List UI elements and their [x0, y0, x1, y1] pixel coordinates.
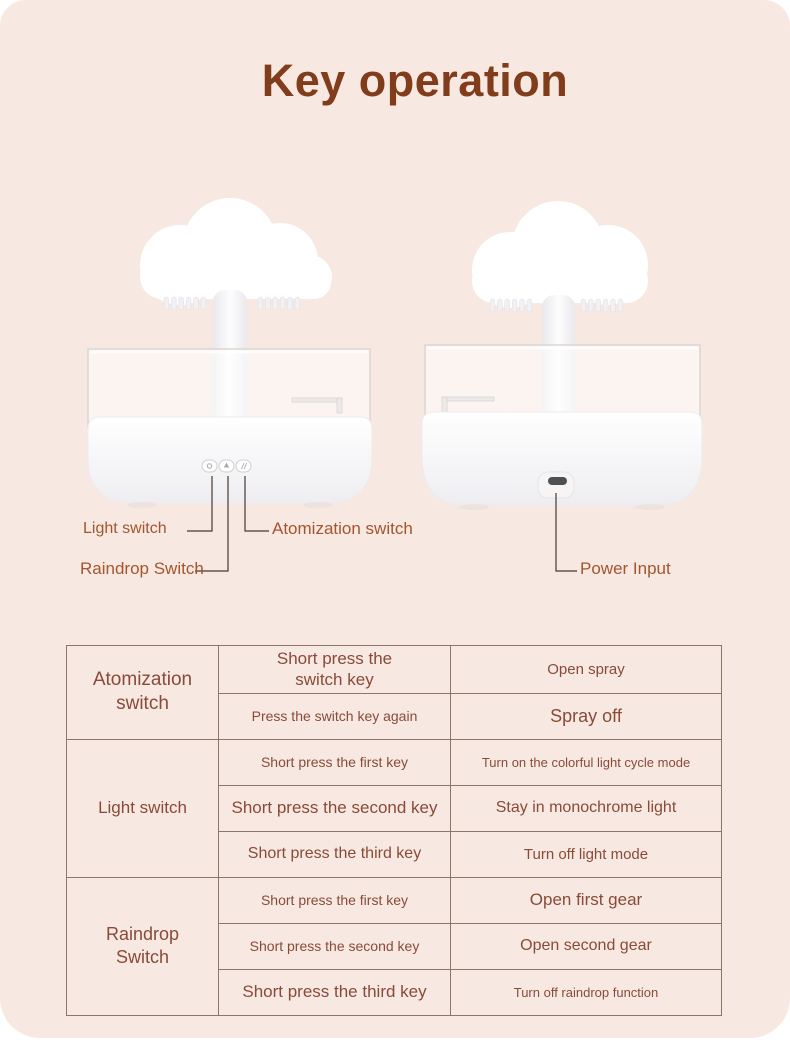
- result-cell: Turn off raindrop function: [451, 969, 722, 1015]
- result-cell: Turn off light mode: [451, 831, 722, 877]
- label-light-switch: Light switch: [83, 520, 167, 537]
- label-raindrop-switch: Raindrop Switch: [80, 559, 204, 578]
- result-cell: Open second gear: [451, 923, 722, 969]
- action-cell: Short press the switch key: [219, 646, 451, 694]
- water-tank-glass: [88, 349, 370, 427]
- group-cell-atomization: Atomization switch: [67, 646, 219, 740]
- result-cell: Stay in monochrome light: [451, 785, 722, 831]
- page-title: Key operation: [261, 55, 569, 106]
- table-row: [67, 877, 722, 923]
- foot-shadow: [459, 504, 489, 510]
- device-back-illustration: [418, 195, 710, 513]
- foot-shadow: [127, 502, 157, 508]
- mist-key: [236, 460, 251, 472]
- action-cell: Short press the first key: [219, 877, 451, 923]
- result-cell: Turn on the colorful light cycle mode: [451, 739, 722, 785]
- result-cell: Spray off: [451, 693, 722, 739]
- cloud-shape: [472, 201, 648, 308]
- foot-shadow: [635, 504, 665, 510]
- action-cell: Short press the third key: [219, 831, 451, 877]
- foot-shadow: [303, 502, 333, 508]
- action-cell: Press the switch key again: [219, 693, 451, 739]
- cloud-shape: [140, 198, 332, 305]
- action-cell: Short press the second key: [219, 923, 451, 969]
- group-cell-raindrop: Raindrop Switch: [67, 877, 219, 1015]
- action-cell: Short press the third key: [219, 969, 451, 1015]
- light-key: [202, 460, 217, 472]
- water-tank-glass: [425, 345, 700, 423]
- group-cell-light: Light switch: [67, 739, 219, 877]
- device-front-illustration: [80, 195, 392, 511]
- table-row: [67, 646, 722, 694]
- control-buttons: [202, 460, 251, 472]
- table-row: [67, 739, 722, 785]
- action-cell: Short press the second key: [219, 785, 451, 831]
- action-cell: Short press the first key: [219, 739, 451, 785]
- label-atomization-switch: Atomization switch: [272, 519, 413, 538]
- key-operation-table: [66, 645, 722, 1016]
- result-cell: Open spray: [451, 646, 722, 694]
- label-power-input: Power Input: [580, 559, 671, 578]
- usb-c-port: [548, 477, 567, 485]
- result-cell: Open first gear: [451, 877, 722, 923]
